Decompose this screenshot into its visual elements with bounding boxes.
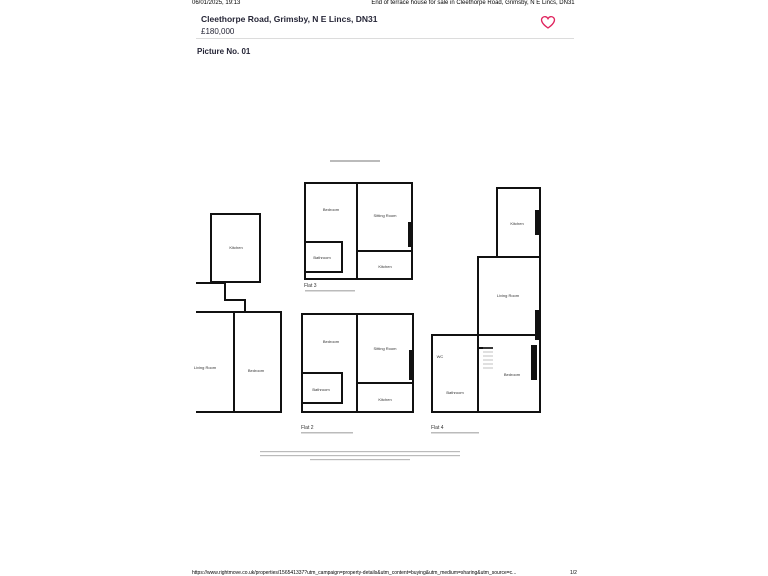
room-label: WC: [436, 354, 444, 359]
print-page-number: 1/2: [570, 570, 577, 576]
room-label: Sitting Room: [373, 346, 397, 351]
room-label: Bedroom: [322, 339, 340, 344]
bedroom-walls: [234, 312, 281, 412]
room-label: Kitchen: [378, 264, 392, 269]
room-label: Bathroom: [446, 390, 464, 395]
room-label: Bedroom: [247, 368, 265, 373]
room-label: Sitting Room: [373, 213, 397, 218]
room-label: Bathroom: [313, 255, 331, 260]
room-label: Kitchen: [378, 397, 392, 402]
flat-label: Flat 2: [301, 425, 314, 431]
room-label: Bedroom: [322, 207, 340, 212]
flat-label: Flat 3: [304, 283, 317, 289]
room-label: Bathroom: [312, 387, 330, 392]
print-footer-url: https://www.rightmove.co.uk/properties/156541337?utm_campaign=property-details&utm_content=buying&utm_medium=sharing&utm_source=c...: [192, 570, 517, 576]
room-label: Kitchen: [510, 221, 524, 226]
flat3-walls: [305, 183, 412, 279]
print-title: End of terrace house for sale in Cleethorpe Road, Grimsby, N E Lincs, DN31: [371, 0, 575, 6]
room-label: Kitchen: [229, 245, 243, 250]
listing-price: £180,000: [201, 27, 235, 36]
picture-number-label: Picture No. 01: [197, 47, 251, 56]
room-label: Bedroom: [503, 372, 521, 377]
flat-label: Flat 4: [431, 425, 444, 431]
print-date: 06/01/2025, 19:13: [192, 0, 241, 6]
listing-address: Cleethorpe Road, Grimsby, N E Lincs, DN31: [201, 14, 378, 24]
room-label: Living Room: [193, 365, 217, 370]
room-label: Living Room: [496, 293, 520, 298]
